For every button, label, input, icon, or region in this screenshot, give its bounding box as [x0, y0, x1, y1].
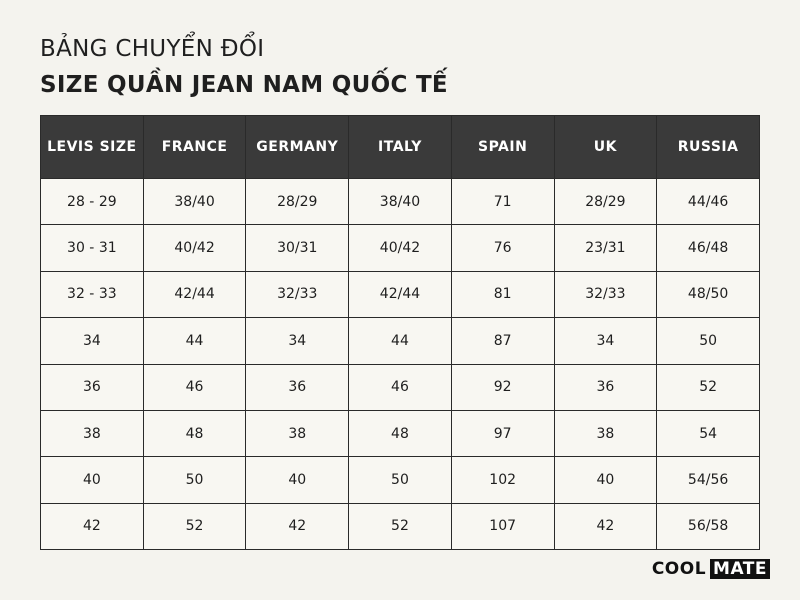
cell-russia: 56/58	[657, 503, 760, 549]
cell-levis-size: 42	[41, 503, 144, 549]
header-row	[41, 116, 760, 179]
cell-spain: 71	[451, 179, 554, 225]
cell-france: 38/40	[143, 179, 246, 225]
cell-germany: 28/29	[246, 179, 349, 225]
logo-word-cool: COOL	[651, 559, 707, 579]
cell-levis-size: 28 - 29	[41, 179, 144, 225]
title-line-1: BẢNG CHUYỂN ĐỔI	[40, 36, 265, 62]
size-conversion-table	[40, 115, 760, 550]
header-france: FRANCE	[143, 116, 246, 179]
cell-italy: 40/42	[349, 225, 452, 271]
table-row	[41, 271, 760, 317]
cell-spain: 87	[451, 318, 554, 364]
table-row	[41, 503, 760, 549]
cell-germany: 36	[246, 364, 349, 410]
cell-russia: 54	[657, 410, 760, 456]
cell-uk: 32/33	[554, 271, 657, 317]
cell-italy: 42/44	[349, 271, 452, 317]
cell-russia: 48/50	[657, 271, 760, 317]
cell-spain: 102	[451, 457, 554, 503]
header-italy: ITALY	[349, 116, 452, 179]
cell-germany: 38	[246, 410, 349, 456]
cell-france: 42/44	[143, 271, 246, 317]
table-row	[41, 457, 760, 503]
header-germany: GERMANY	[246, 116, 349, 179]
cell-germany: 42	[246, 503, 349, 549]
cell-levis-size: 32 - 33	[41, 271, 144, 317]
cell-spain: 107	[451, 503, 554, 549]
table-body	[41, 179, 760, 550]
cell-france: 46	[143, 364, 246, 410]
table-row	[41, 364, 760, 410]
cell-germany: 34	[246, 318, 349, 364]
table-row	[41, 225, 760, 271]
cell-italy: 46	[349, 364, 452, 410]
table-header	[41, 116, 760, 179]
table-row	[41, 179, 760, 225]
cell-russia: 54/56	[657, 457, 760, 503]
cell-italy: 50	[349, 457, 452, 503]
cell-levis-size: 30 - 31	[41, 225, 144, 271]
cell-russia: 52	[657, 364, 760, 410]
cell-levis-size: 38	[41, 410, 144, 456]
cell-levis-size: 36	[41, 364, 144, 410]
cell-italy: 44	[349, 318, 452, 364]
table-row	[41, 410, 760, 456]
table-row	[41, 318, 760, 364]
title-line-2: SIZE QUẦN JEAN NAM QUỐC TẾ	[40, 72, 448, 98]
cell-uk: 42	[554, 503, 657, 549]
cell-russia: 46/48	[657, 225, 760, 271]
cell-spain: 76	[451, 225, 554, 271]
cell-italy: 52	[349, 503, 452, 549]
coolmate-logo	[652, 559, 770, 579]
header-russia: RUSSIA	[657, 116, 760, 179]
cell-uk: 34	[554, 318, 657, 364]
cell-france: 52	[143, 503, 246, 549]
cell-uk: 23/31	[554, 225, 657, 271]
cell-uk: 36	[554, 364, 657, 410]
cell-russia: 44/46	[657, 179, 760, 225]
cell-france: 40/42	[143, 225, 246, 271]
cell-levis-size: 40	[41, 457, 144, 503]
cell-spain: 81	[451, 271, 554, 317]
header-uk: UK	[554, 116, 657, 179]
cell-russia: 50	[657, 318, 760, 364]
cell-italy: 48	[349, 410, 452, 456]
cell-levis-size: 34	[41, 318, 144, 364]
cell-germany: 32/33	[246, 271, 349, 317]
header-spain: SPAIN	[451, 116, 554, 179]
cell-spain: 92	[451, 364, 554, 410]
cell-uk: 40	[554, 457, 657, 503]
logo-word-mate: MATE	[710, 559, 770, 579]
cell-uk: 38	[554, 410, 657, 456]
cell-italy: 38/40	[349, 179, 452, 225]
header-levis-size: LEVIS SIZE	[41, 116, 144, 179]
cell-france: 48	[143, 410, 246, 456]
cell-uk: 28/29	[554, 179, 657, 225]
cell-germany: 30/31	[246, 225, 349, 271]
cell-germany: 40	[246, 457, 349, 503]
cell-spain: 97	[451, 410, 554, 456]
cell-france: 50	[143, 457, 246, 503]
cell-france: 44	[143, 318, 246, 364]
